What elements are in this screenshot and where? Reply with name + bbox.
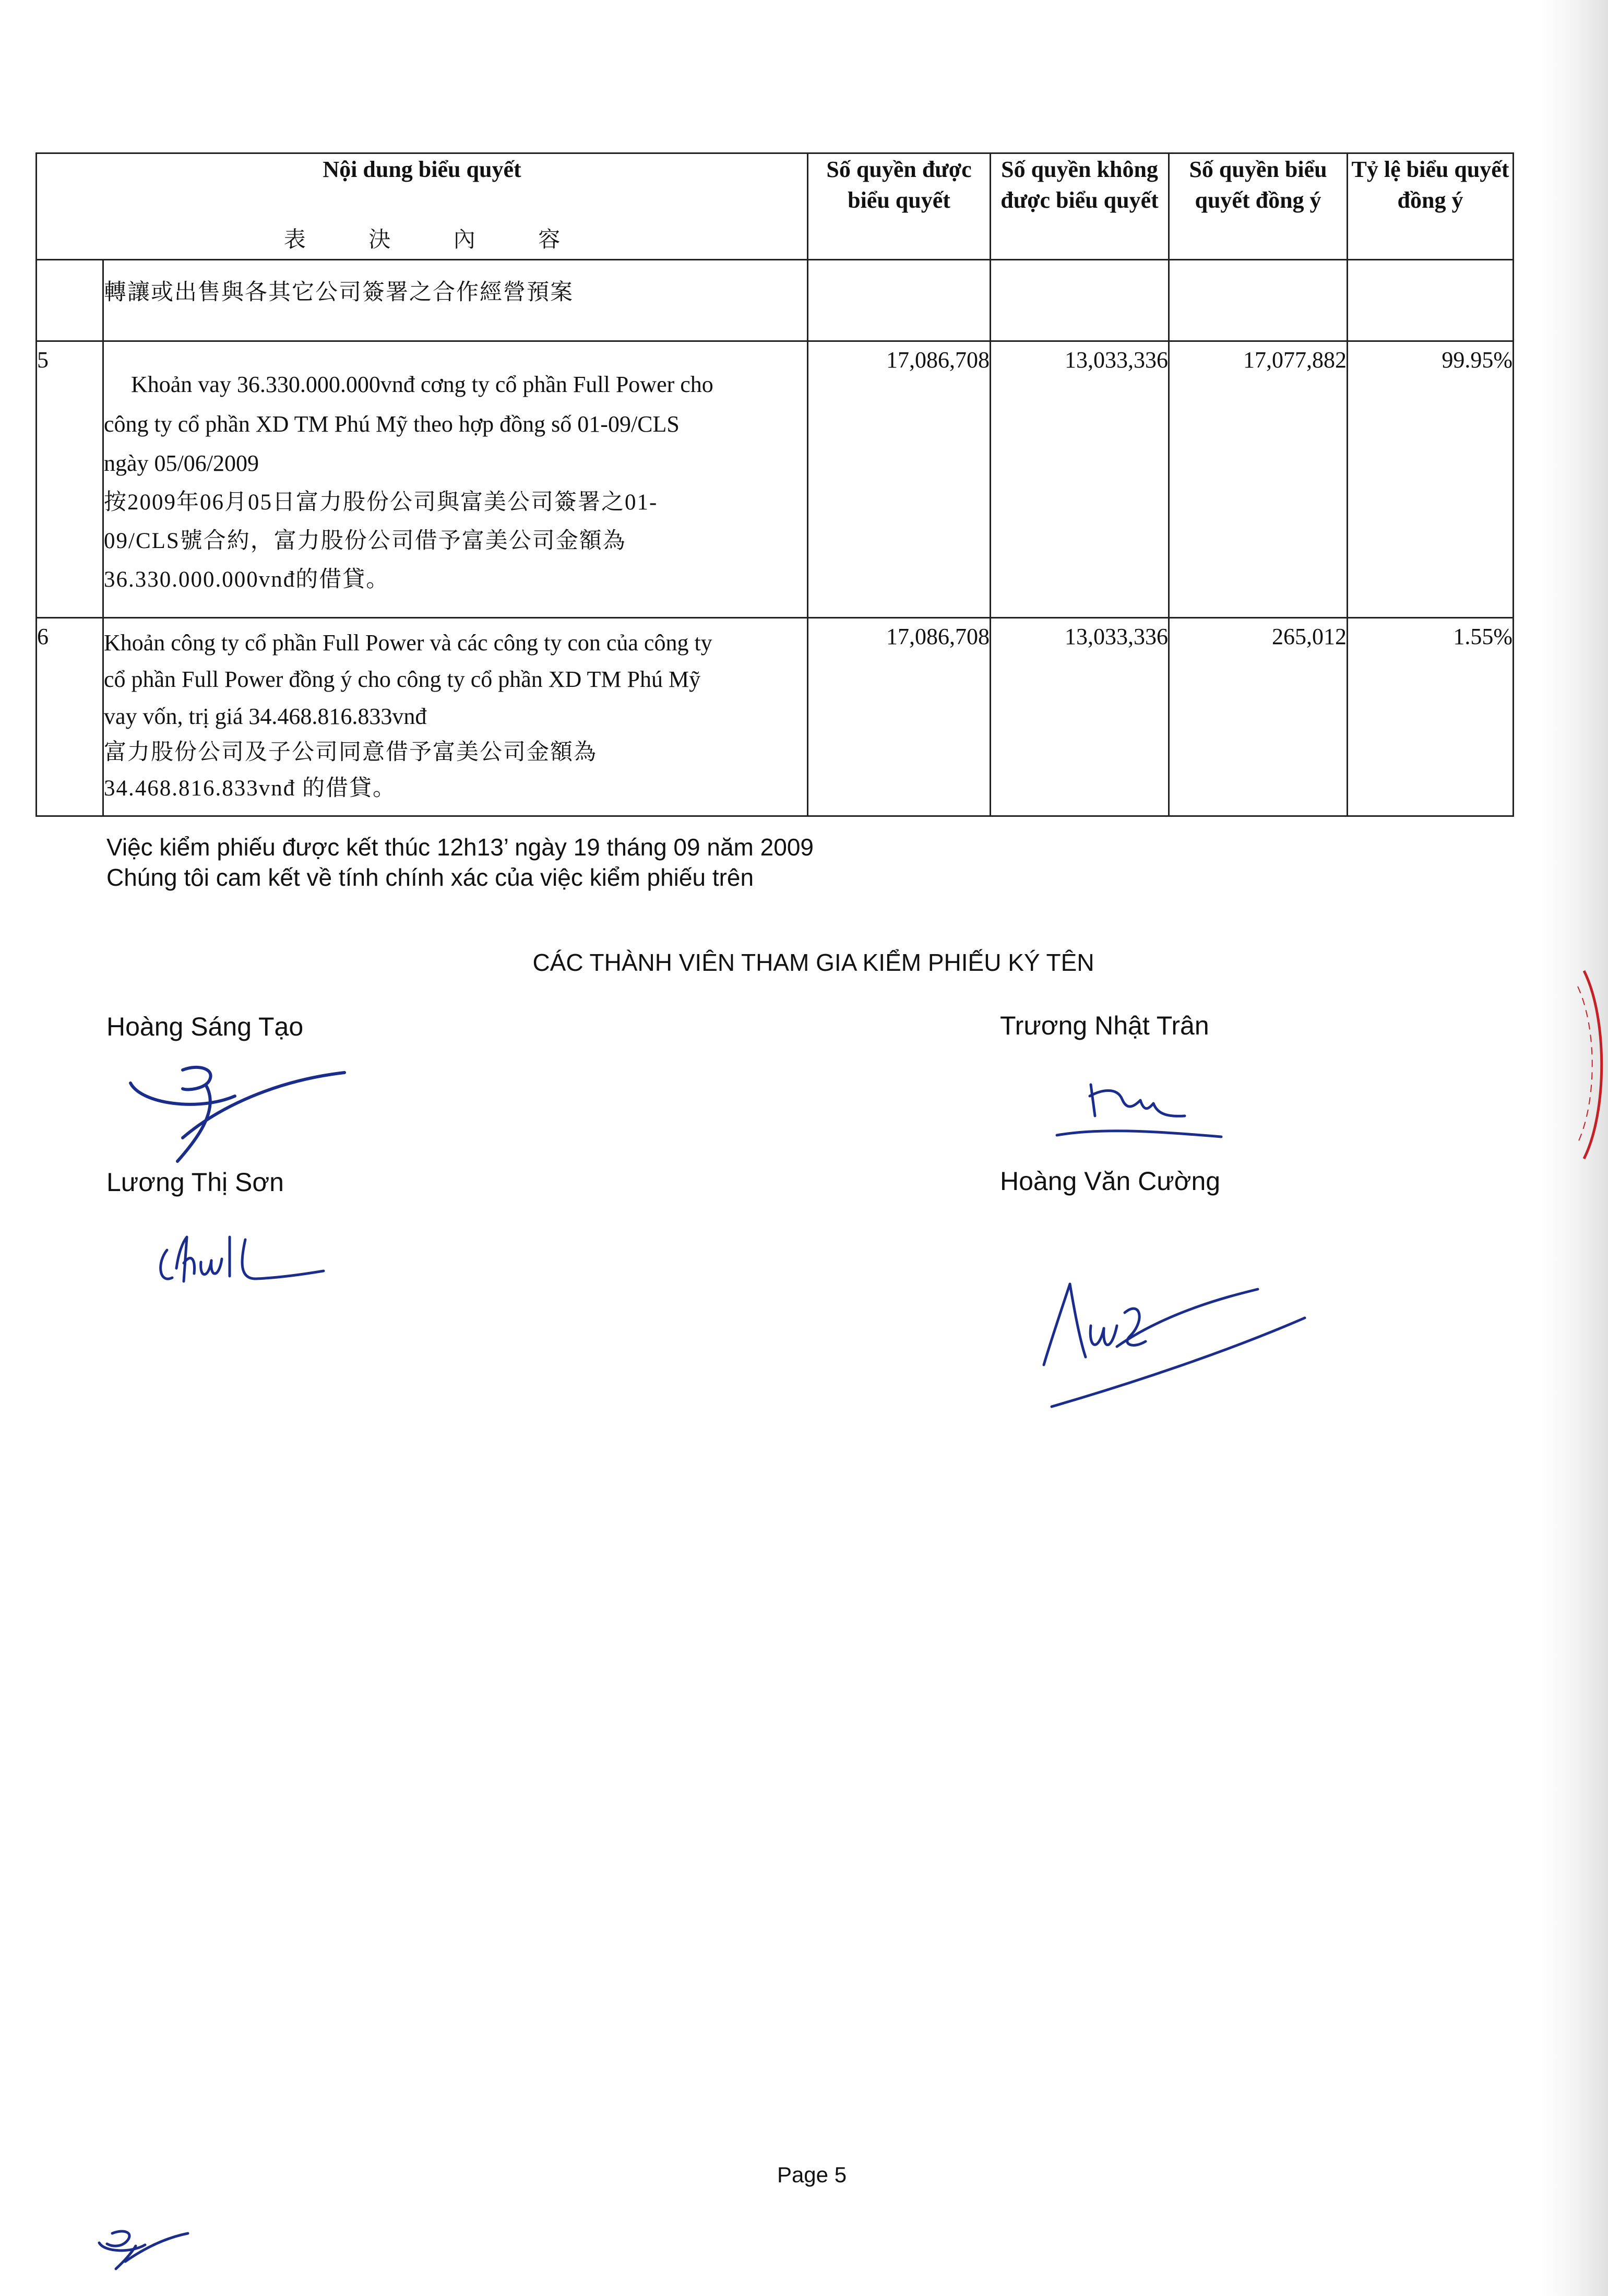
voting-results-table [35,152,1514,817]
continuation-ineligible-cell [991,260,1169,341]
member-name: Trương Nhật Trân [1000,1011,1209,1040]
agree-rate-value: 1.55% [1348,618,1514,816]
continuation-no-cell [37,260,103,341]
agree-votes-value: 265,012 [1169,618,1348,816]
content-line-vi: ngày 05/06/2009 [104,450,259,477]
row-number: 5 [37,341,103,618]
content-line-vi: Khoản vay 36.330.000.000vnđ cơng ty cổ phần Full Power cho [131,372,713,397]
content-line-vi: vay vốn, trị giá 34.468.816.833vnđ [104,703,427,729]
counting-end-note: Việc kiểm phiếu được kết thúc 12h13’ ngày 19 tháng 09 năm 2009 [106,834,814,861]
signature-2-icon [1044,1075,1242,1153]
content-line-cn: 09/CLS號合約，富力股份公司借予富美公司金額為 [104,528,626,553]
table-row [37,341,1514,618]
stamp-edge-icon [1574,966,1608,1164]
content-line-vi: Khoản công ty cổ phần Full Power và các công ty con của công ty [104,630,712,656]
content-line-vi: cổ phần Full Power đồng ý cho công ty cổ phần XD TM Phú Mỹ [104,667,701,693]
continuation-content-cell [103,260,808,341]
initials-icon [89,2226,193,2273]
signature-1-icon [120,1060,355,1174]
content-line-cn: 按2009年06月05日富力股份公司與富美公司簽署之01- [104,490,658,515]
content-line-cn: 34.468.816.833vnđ 的借貸。 [104,776,396,801]
eligible-votes-value: 17,086,708 [808,341,991,618]
ineligible-votes-value: 13,033,336 [991,618,1169,816]
table-header-row [37,153,1514,260]
member-name: Hoàng Văn Cường [1000,1167,1221,1196]
header-content-vi: Nội dung biểu quyết [323,157,521,182]
content-line-vi: công ty cổ phần XD TM Phú Mỹ theo hợp đồng số 01-09/CLS [104,411,680,437]
header-content [37,153,808,260]
signature-4-icon [1039,1263,1315,1414]
agree-rate-value: 99.95% [1348,341,1514,618]
table-row-continuation [37,260,1514,341]
row-number: 6 [37,618,103,816]
content-line-cn: 36.330.000.000vnđ的借貸。 [104,567,390,592]
signature-3-icon [151,1221,339,1300]
header-eligible-votes: Số quyền được biểu quyết [808,153,991,260]
content-line-cn: 富力股份公司及子公司同意借予富美公司金額為 [104,740,597,765]
eligible-votes-value: 17,086,708 [808,618,991,816]
row-content [103,618,808,816]
page-number-text: Page 5 [777,2162,847,2187]
continuation-agree-cell [1169,260,1348,341]
header-agree-votes: Số quyền biểu quyết đồng ý [1169,153,1348,260]
continuation-cn-text: 轉讓或出售與各其它公司簽署之合作經營預案 [104,280,574,305]
members-sign-title [0,948,1608,977]
member-name: Lương Thị Sơn [106,1168,284,1197]
header-agree-rate: Tỷ lệ biểu quyết đồng ý [1348,153,1514,260]
members-sign-title-text: CÁC THÀNH VIÊN THAM GIA KIỂM PHIẾU KÝ TÊN [532,949,1094,976]
continuation-rate-cell [1348,260,1514,341]
member-name: Hoàng Sáng Tạo [106,1012,304,1041]
row-content [103,341,808,618]
continuation-eligible-cell [808,260,991,341]
page-number [0,2162,1608,2187]
table-row [37,618,1514,816]
header-ineligible-votes: Số quyền không được biểu quyết [991,153,1169,260]
ineligible-votes-value: 13,033,336 [991,341,1169,618]
accuracy-commitment-note: Chúng tôi cam kết về tính chính xác của việc kiểm phiếu trên [106,864,754,891]
agree-votes-value: 17,077,882 [1169,341,1348,618]
header-content-cn: 表 決 內 容 [283,228,589,253]
